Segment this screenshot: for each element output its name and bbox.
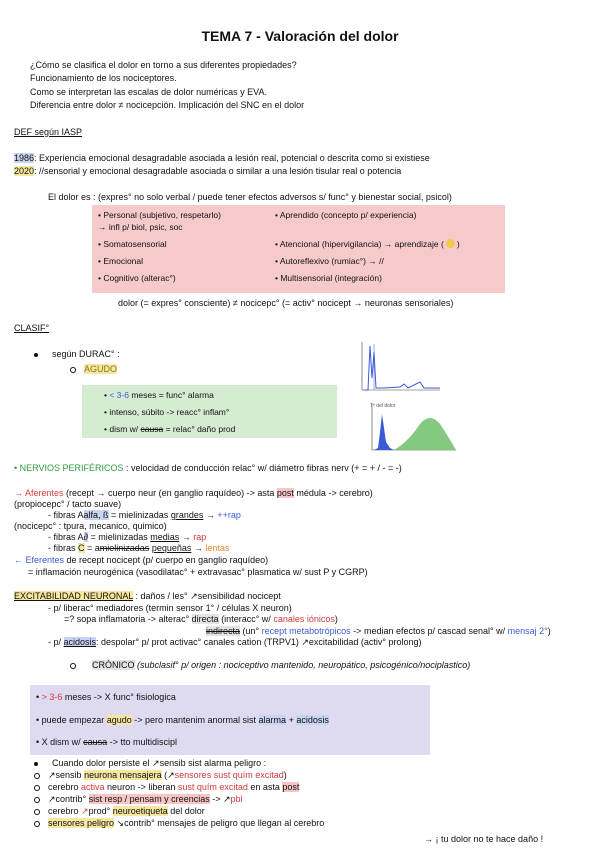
purple-l1b: > 3-6 bbox=[41, 692, 63, 702]
intro-line-4: Diferencia entre dolor ≠ nocicepción. Implicación del SNC en el dolor bbox=[30, 100, 305, 110]
acidosis-line bbox=[48, 637, 422, 648]
indirecta-f: ) bbox=[547, 626, 551, 636]
def-1986-year: 1986 bbox=[14, 153, 35, 163]
purple-l1c: meses -> X func° fisiologica bbox=[62, 692, 176, 702]
b2-a: cerebro bbox=[48, 782, 82, 792]
persiste-text: Cuando dolor persiste el ↗sensib sist alarma peligro : bbox=[52, 758, 267, 768]
agudo-duration-value: < 3-6 bbox=[109, 390, 129, 400]
clasif-heading: CLASIF° bbox=[14, 323, 50, 333]
aferentes-end: médula -> cerebro) bbox=[293, 488, 373, 498]
circle-bullet-icon bbox=[34, 797, 40, 803]
persiste-line bbox=[34, 758, 266, 769]
indirecta-mensaj: mensaj 2° bbox=[507, 626, 548, 636]
intro-line-3: Como se interpretan las escalas de dolor numéricas y EVA. bbox=[30, 87, 267, 97]
fibras3-d: mielinizadas bbox=[99, 543, 150, 553]
b5-a: sensores peligro bbox=[48, 818, 115, 828]
purple-l2d: alarma bbox=[258, 715, 287, 725]
pain-spike-graph bbox=[354, 338, 444, 398]
b2-c: neuron -> liberan bbox=[104, 782, 178, 792]
cronico-empezar bbox=[36, 715, 329, 725]
agudo-causa-a: • dism w/ bbox=[104, 424, 141, 434]
agudo-duration-text: meses = func° alarma bbox=[128, 390, 214, 400]
cronico-duration bbox=[36, 692, 176, 702]
aferentes-post: post bbox=[276, 488, 294, 498]
persiste-item-2 bbox=[34, 782, 299, 792]
agudo-causa-strike: causa bbox=[140, 424, 164, 434]
agudo-line bbox=[70, 364, 117, 374]
fibras1-c: = mielinizadas bbox=[108, 510, 171, 520]
b1-e: ) bbox=[283, 770, 287, 780]
b4-b: ↗ bbox=[81, 806, 89, 816]
agudo-causa bbox=[104, 424, 235, 434]
intro-line-1: ¿Cómo se clasifica el dolor en torno a sus diferentes propiedades? bbox=[30, 60, 297, 70]
aferentes-line bbox=[14, 488, 373, 498]
fibras-c-line bbox=[48, 543, 229, 553]
sopa-a: =? sopa inflamatoria -> alterac° bbox=[64, 614, 192, 624]
sopa-canales: canales iónicos bbox=[273, 614, 335, 624]
sopa-c: (interacc° w/ bbox=[218, 614, 274, 624]
persiste-item-3 bbox=[34, 794, 243, 805]
purple-l2b: agudo bbox=[106, 715, 132, 725]
excit-label: EXCITABILIDAD NEURONAL bbox=[14, 591, 134, 601]
indirecta-d: -> median efectos p/ cascad senal° w/ bbox=[350, 626, 508, 636]
nervios-line bbox=[14, 463, 402, 473]
b4-a: cerebro bbox=[48, 806, 82, 816]
circle-bullet-icon bbox=[34, 821, 40, 827]
dolor-es: El dolor es : (expres° no solo verbal / puede tener efectos adversos s/ func° y bienestar social, psicol) bbox=[48, 192, 452, 202]
cronico-causa bbox=[36, 737, 177, 747]
fibras2-a: - fibras A bbox=[48, 532, 84, 542]
excit-text: : daños / les° ↗sensibilidad nocicept bbox=[133, 591, 281, 601]
aferentes-label: → Aferentes bbox=[14, 488, 64, 498]
indirecta-recept: recept metabotrópicos bbox=[261, 626, 351, 636]
b3-d: pbl bbox=[230, 794, 243, 804]
aferentes-text: (recept → cuerpo neur (en ganglio raquídeo) -> asta bbox=[63, 488, 277, 498]
def-1986-text: : Experiencia emocional desagradable asociada a lesión real, potencial o descrita como si existiese bbox=[34, 153, 430, 163]
cronico-label: CRÓNICO bbox=[92, 660, 135, 670]
eferentes-text: de recept nocicept (p/ cuerpo en ganglio raquídeo) bbox=[64, 555, 269, 565]
liberac-line: - p/ liberac° mediadores (termin sensor 1° / células X neuron) bbox=[48, 603, 292, 613]
prop-personal: • Personal (subjetivo, respetarlo) bbox=[98, 210, 221, 220]
b2-e: en asta bbox=[247, 782, 283, 792]
def-heading: DEF según IASP bbox=[14, 127, 83, 137]
fibras2-f: rap bbox=[193, 532, 207, 542]
fibras2-c: = mielinizadas bbox=[87, 532, 151, 542]
bullet-icon bbox=[34, 353, 38, 357]
prop-emocional: • Emocional bbox=[98, 256, 144, 266]
purple-l3b: causa bbox=[83, 737, 108, 747]
inflam-line: = inflamación neurogénica (vasodilatac° + extravasac° plasmatica w/ sust P y CGRP) bbox=[28, 567, 368, 577]
durac-line bbox=[34, 349, 120, 359]
fibras2-e: → bbox=[179, 532, 194, 542]
eferentes-line bbox=[14, 555, 268, 565]
b3-b: sist resp / pensam y creencias bbox=[88, 794, 210, 804]
fibras3-h: lentas bbox=[205, 543, 230, 553]
fibras1-e: → bbox=[203, 510, 218, 520]
indirecta-b: (un° bbox=[240, 626, 262, 636]
persiste-item-5 bbox=[34, 818, 324, 829]
prop-somatosensorial: • Somatosensorial bbox=[98, 239, 167, 249]
prop-aprendido: • Aprendido (concepto p/ experiencia) bbox=[275, 210, 417, 220]
nervios-text: : velocidad de conducción relac° w/ diámetro fibras nerv (+ = + / - = -) bbox=[123, 463, 402, 473]
fibras2-b: ∂ bbox=[83, 532, 88, 542]
b2-d: sust quím excitad bbox=[177, 782, 248, 792]
circle-bullet-icon bbox=[34, 773, 40, 779]
b1-a: ↗sensib bbox=[48, 770, 85, 780]
b1-b: neurona mensajera bbox=[84, 770, 162, 780]
b5-b: ↘contrib° mensajes de peligro que llegan al cerebro bbox=[114, 818, 325, 828]
nocicep-line: (nocicepc° : tpura, mecanico, quimico) bbox=[14, 521, 167, 531]
def-2020-year: 2020 bbox=[14, 166, 35, 176]
fibras3-c: = a bbox=[84, 543, 100, 553]
fibras1-a: - fibras A bbox=[48, 510, 84, 520]
def-2020-text: : //sensorial y emocional desagradable asociada o similar a una lesión tisular real o potencia bbox=[34, 166, 402, 176]
purple-l3a: • X dism w/ bbox=[36, 737, 84, 747]
b4-e: del dolor bbox=[167, 806, 205, 816]
purple-l2c: -> pero mantenim anormal sist bbox=[131, 715, 259, 725]
sopa-line bbox=[64, 614, 338, 624]
fibras3-f: pequeñas bbox=[151, 543, 192, 553]
fibras1-f: ++rap bbox=[217, 510, 241, 520]
acidosis-text: : despolar° p/ prot activac° canales cation (TRPV1) ↗excitabilidad (activ° prolong) bbox=[96, 637, 422, 647]
sopa-e: ) bbox=[334, 614, 338, 624]
purple-l1a: • bbox=[36, 692, 42, 702]
def-1986 bbox=[14, 153, 430, 163]
b3-a: ↗contrib° bbox=[48, 794, 89, 804]
fibras1-b: alfa, ß bbox=[83, 510, 109, 520]
def-2020 bbox=[14, 166, 401, 176]
indirecta-line bbox=[206, 626, 551, 636]
bullet-icon bbox=[34, 762, 38, 766]
b4-c: prod° bbox=[88, 806, 113, 816]
acidosis-label: acidosis bbox=[63, 637, 97, 647]
purple-l2e: + bbox=[286, 715, 297, 725]
agudo-duration bbox=[104, 390, 214, 400]
prop-multisensorial: • Multisensorial (integración) bbox=[275, 273, 382, 283]
final-line: → ¡ tu dolor no te hace daño ! bbox=[424, 834, 544, 844]
propiocep-line: (propiocepc° / tacto suave) bbox=[14, 499, 122, 509]
prop-cognitivo: • Cognitivo (alterac°) bbox=[98, 273, 176, 283]
pain-curve-label: Tª del dolor bbox=[370, 403, 396, 409]
agudo-intenso: • intenso, súbito -> reacc° inflam° bbox=[104, 407, 230, 417]
b1-c: (↗ bbox=[161, 770, 175, 780]
purple-l3c: -> tto multidiscipl bbox=[107, 737, 177, 747]
acidosis-a: - p/ bbox=[48, 637, 64, 647]
circle-bullet-icon bbox=[70, 367, 76, 373]
b1-d: sensores sust quím excitad bbox=[174, 770, 284, 780]
cronico-text: (subclasif° p/ origen : nociceptivo mantenido, neuropático, psicogénico/nociplastico) bbox=[134, 660, 471, 670]
smiley-icon bbox=[446, 239, 455, 248]
prop-personal-sub: → infl p/ biol, psic, soc bbox=[98, 222, 183, 232]
excit-line bbox=[14, 591, 281, 602]
fibras3-b: C bbox=[78, 543, 85, 553]
purple-l2a: • puede empezar bbox=[36, 715, 107, 725]
fibras-adelta-line bbox=[48, 532, 206, 542]
fibras2-d: medias bbox=[150, 532, 180, 542]
b3-c: -> ↗ bbox=[209, 794, 231, 804]
fibras-aalfa-line bbox=[48, 510, 241, 520]
agudo-label: AGUDO bbox=[84, 364, 118, 374]
purple-l2f: acidosis bbox=[296, 715, 329, 725]
persiste-item-1 bbox=[34, 770, 287, 781]
circle-bullet-icon bbox=[34, 809, 40, 815]
eferentes-label: ← Eferentes bbox=[14, 555, 65, 565]
agudo-duration-bullet: • bbox=[104, 390, 110, 400]
dolor-formula: dolor (= expres° consciente) ≠ nocicepc° (= activ° nocicept → neuronas sensoriales) bbox=[118, 298, 454, 308]
pain-curve-graph bbox=[368, 402, 458, 454]
indirecta-label: indirecta bbox=[206, 626, 241, 636]
cronico-line bbox=[70, 660, 470, 670]
fibras3-a: - fibras bbox=[48, 543, 79, 553]
b2-b: activa bbox=[81, 782, 105, 792]
prop-atencional-text: • Atencional (hipervigilancia) → aprendizaje ( bbox=[275, 239, 444, 249]
intro-line-2: Funcionamiento de los nociceptores. bbox=[30, 73, 177, 83]
nervios-label: • NERVIOS PERIFÉRICOS bbox=[14, 463, 124, 473]
circle-bullet-icon bbox=[34, 785, 40, 791]
page-title: TEMA 7 - Valoración del dolor bbox=[201, 28, 399, 44]
prop-autoreflexivo: • Autoreflexivo (rumiac°) → // bbox=[275, 256, 384, 266]
prop-atencional bbox=[275, 239, 460, 249]
durac-text: según DURAC° : bbox=[52, 349, 120, 359]
fibras1-d: grandes bbox=[170, 510, 204, 520]
fibras3-g: → bbox=[191, 543, 206, 553]
sopa-directa: directa bbox=[191, 614, 219, 624]
persiste-item-4 bbox=[34, 806, 205, 817]
agudo-causa-c: = relac° daño prod bbox=[163, 424, 236, 434]
prop-atencional-end: ) bbox=[456, 239, 460, 249]
b2-f: post bbox=[282, 782, 300, 792]
circle-bullet-icon bbox=[70, 663, 76, 669]
b4-d: neuroetiqueta bbox=[112, 806, 168, 816]
